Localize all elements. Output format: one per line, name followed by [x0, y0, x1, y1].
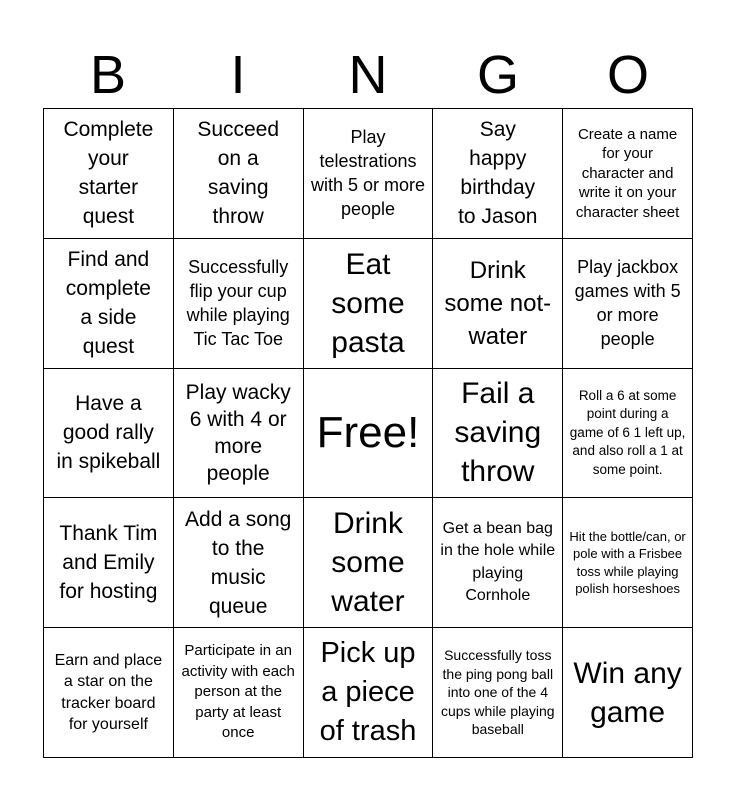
cell-text: Hit the bottle/can, or pole with a Frisbee toss while playing polish horseshoes	[569, 528, 686, 597]
bingo-cell-r5c1[interactable]	[44, 628, 174, 758]
bingo-cell-r1c4[interactable]	[433, 109, 563, 239]
bingo-cell-r3c1[interactable]	[44, 369, 174, 499]
cell-text: Thank Tim and Emily for hosting	[59, 522, 158, 604]
bingo-cell-r2c4[interactable]	[433, 239, 563, 369]
cell-text: Find and complete a side quest	[65, 248, 151, 359]
cell-text: Eat some pasta	[331, 247, 405, 359]
bingo-cell-r3c4[interactable]	[433, 369, 563, 499]
bingo-cell-r5c3[interactable]	[304, 628, 434, 758]
cell-text: Have a good rally in spikeball	[56, 392, 161, 474]
header-letter-n: N	[348, 45, 388, 105]
bingo-cell-r1c3[interactable]	[304, 109, 434, 239]
bingo-cell-r3c2[interactable]	[174, 369, 304, 499]
cell-text: Fail a saving throw	[454, 377, 542, 489]
bingo-header	[43, 42, 693, 108]
bingo-cell-r2c2[interactable]	[174, 239, 304, 369]
cell-text: Play wacky 6 with 4 or more people	[185, 380, 291, 485]
bingo-cell-r4c3[interactable]	[304, 498, 434, 628]
bingo-cell-r5c4[interactable]	[433, 628, 563, 758]
cell-text: Drink some not-water	[444, 256, 552, 350]
header-letter-o: O	[606, 45, 649, 105]
cell-text: Complete your starter quest	[63, 118, 154, 229]
cell-text: Participate in an activity with each person at the party at least once	[181, 642, 295, 742]
cell-text: Succeed on a saving throw	[197, 118, 280, 229]
bingo-cell-r5c2[interactable]	[174, 628, 304, 758]
bingo-cell-r5c5[interactable]	[563, 628, 693, 758]
bingo-cell-r4c5[interactable]	[563, 498, 693, 628]
cell-text: Drink some water	[331, 507, 405, 619]
cell-text: Get a bean bag in the hole while playing Cornhole	[440, 519, 556, 605]
bingo-cell-r2c3[interactable]	[304, 239, 434, 369]
cell-text: Create a name for your character and write it on your character sheet	[575, 125, 680, 221]
cell-text: Successfully toss the ping pong ball into one of the 4 cups while playing baseball	[440, 647, 555, 738]
bingo-cell-r2c5[interactable]	[563, 239, 693, 369]
cell-text: Play telestrations with 5 or more people	[310, 127, 425, 220]
bingo-cell-r4c1[interactable]	[44, 498, 174, 628]
header-letter-g: G	[476, 45, 519, 105]
bingo-cell-r3c5[interactable]	[563, 369, 693, 499]
cell-text: Play jackbox games with 5 or more people	[574, 257, 681, 350]
header-letter-b: B	[89, 45, 127, 105]
cell-text: Win any game	[573, 656, 682, 729]
bingo-cell-r2c1[interactable]	[44, 239, 174, 369]
bingo-cell-r3c3[interactable]	[304, 369, 434, 499]
cell-text: Add a song to the music queue	[185, 507, 292, 618]
bingo-cell-r1c5[interactable]	[563, 109, 693, 239]
cell-text: Successfully flip your cup while playing Tic Tac Toe	[186, 257, 290, 350]
bingo-cell-r1c1[interactable]	[44, 109, 174, 239]
free-space-text: Free!	[316, 407, 420, 457]
bingo-cell-r1c2[interactable]	[174, 109, 304, 239]
cell-text: Earn and place a star on the tracker board for yourself	[54, 651, 163, 734]
cell-text: Pick up a piece of trash	[319, 637, 417, 748]
bingo-cell-r4c2[interactable]	[174, 498, 304, 628]
bingo-cell-r4c4[interactable]	[433, 498, 563, 628]
header-letter-i: I	[230, 45, 246, 105]
cell-text: Say happy birthday to Jason	[458, 118, 538, 229]
bingo-board	[43, 108, 693, 758]
cell-text: Roll a 6 at some point during a game of 6 1 left up, and also roll a 1 at some point.	[569, 387, 686, 477]
